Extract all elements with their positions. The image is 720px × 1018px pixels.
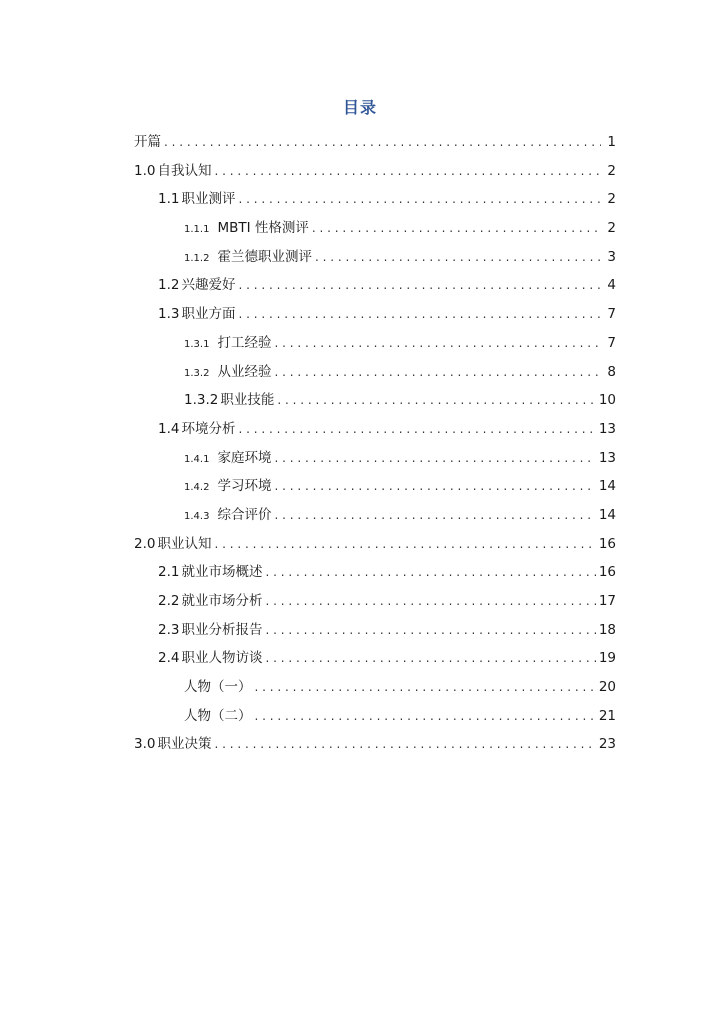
toc-entry-page-number: 23 — [598, 736, 616, 753]
toc-entry-number: 1.4 — [158, 420, 180, 437]
toc-dot-leader — [312, 214, 601, 243]
toc-entry-label: 人物（二） — [184, 707, 252, 724]
toc-entry-number: 1.4.2 — [184, 482, 210, 494]
toc-entry[interactable] — [134, 415, 616, 444]
toc-entry-number: 1.3 — [158, 306, 180, 323]
toc-entry-number: 2.0 — [134, 535, 156, 552]
toc-entry-label: 综合评价 — [217, 506, 272, 523]
toc-entry[interactable] — [134, 185, 616, 214]
toc-dot-leader — [265, 558, 595, 587]
toc-entry-page-number: 16 — [598, 535, 616, 552]
toc-title: 目录 — [342, 98, 377, 117]
toc-dot-leader — [238, 300, 601, 329]
toc-entry-label: 职业人物访谈 — [181, 650, 263, 667]
toc-entry-page-number: 13 — [598, 449, 616, 466]
toc-entry-number: 2.2 — [158, 593, 180, 609]
toc-entry[interactable] — [134, 128, 616, 157]
toc-entry[interactable] — [134, 157, 616, 186]
toc-dot-leader — [274, 501, 595, 530]
toc-entry-label: MBTI 性格测评 — [217, 220, 309, 237]
toc-dot-leader — [274, 444, 595, 473]
toc-entry[interactable] — [134, 730, 616, 759]
toc-entry-number: 1.1.2 — [184, 252, 210, 264]
toc-entry[interactable] — [134, 243, 616, 272]
toc-entry-page-number: 7 — [607, 306, 616, 323]
toc-entry-number: 2.4 — [158, 650, 180, 667]
toc-entry-page-number: 4 — [607, 277, 616, 294]
toc-entry-page-number: 2 — [607, 220, 616, 237]
toc-entry-label: 职业决策 — [157, 736, 212, 753]
toc-entry-page-number: 19 — [598, 650, 616, 667]
toc-entry-page-number: 14 — [598, 478, 616, 495]
toc-dot-leader — [214, 157, 601, 186]
toc-dot-leader — [214, 530, 595, 559]
toc-entry-number: 1.2 — [158, 277, 180, 294]
toc-dot-leader — [238, 415, 595, 444]
toc-entry-page-number: 14 — [598, 506, 616, 523]
toc-entry-number: 3.0 — [134, 736, 156, 753]
toc-entry-label: 职业技能 — [220, 392, 275, 409]
toc-dot-leader — [265, 587, 595, 616]
toc-entry[interactable] — [134, 587, 616, 616]
toc-entry[interactable] — [134, 214, 616, 243]
toc-entry[interactable] — [134, 673, 616, 702]
toc-entry-label: 职业认知 — [157, 535, 212, 552]
toc-entry-page-number: 8 — [607, 363, 616, 380]
toc-dot-leader — [315, 243, 601, 272]
toc-entry[interactable] — [134, 444, 616, 473]
toc-entry[interactable] — [134, 472, 616, 501]
toc-entry-number: 1.1 — [158, 191, 180, 208]
toc-entry-number: 1.3.2 — [184, 392, 219, 409]
table-of-contents — [134, 128, 616, 759]
toc-entry-label: 自我认知 — [157, 162, 212, 179]
toc-entry-page-number: 1 — [607, 134, 616, 150]
toc-entry[interactable] — [134, 386, 616, 415]
toc-entry-label: 兴趣爱好 — [181, 277, 236, 294]
toc-entry-number: 1.3.2 — [184, 367, 210, 379]
toc-entry-label: 就业市场概述 — [181, 564, 263, 581]
toc-entry-label: 家庭环境 — [217, 449, 272, 466]
toc-entry-page-number: 2 — [607, 191, 616, 208]
toc-dot-leader — [214, 730, 595, 759]
toc-dot-leader — [277, 386, 595, 415]
toc-entry[interactable] — [134, 358, 616, 387]
toc-entry-page-number: 10 — [598, 392, 616, 409]
toc-dot-leader — [274, 472, 595, 501]
toc-entry[interactable] — [134, 644, 616, 673]
toc-dot-leader — [274, 329, 601, 358]
toc-dot-leader — [255, 673, 596, 702]
toc-entry-number: 1.0 — [134, 162, 156, 179]
toc-entry-label: 学习环境 — [217, 478, 272, 495]
toc-entry-page-number: 20 — [598, 679, 616, 696]
toc-entry[interactable] — [134, 329, 616, 358]
toc-dot-leader — [238, 271, 601, 300]
toc-entry-page-number: 7 — [607, 334, 616, 351]
toc-entry[interactable] — [134, 300, 616, 329]
toc-entry[interactable] — [134, 271, 616, 300]
toc-dot-leader — [265, 616, 595, 645]
toc-entry-label: 环境分析 — [181, 420, 236, 437]
toc-entry-label: 打工经验 — [217, 334, 272, 351]
toc-entry-page-number: 13 — [598, 420, 616, 437]
toc-dot-leader — [164, 128, 601, 157]
toc-entry-label: 人物（一） — [184, 679, 252, 696]
toc-entry[interactable] — [134, 616, 616, 645]
toc-entry-number: 2.1 — [158, 564, 180, 581]
toc-entry-page-number: 21 — [598, 707, 616, 724]
toc-entry-label: 就业市场分析 — [181, 593, 263, 609]
toc-entry[interactable] — [134, 530, 616, 559]
toc-entry-number: 1.4.3 — [184, 510, 210, 522]
toc-entry-label: 职业测评 — [181, 191, 236, 208]
toc-entry-page-number: 16 — [598, 564, 616, 581]
toc-entry-number: 2.3 — [158, 621, 180, 638]
toc-entry-page-number: 18 — [598, 621, 616, 638]
toc-dot-leader — [238, 185, 601, 214]
toc-entry[interactable] — [134, 501, 616, 530]
toc-entry-label: 职业分析报告 — [181, 621, 263, 638]
toc-entry-label: 从业经验 — [217, 363, 272, 380]
toc-entry[interactable] — [134, 558, 616, 587]
toc-entry-label: 霍兰德职业测评 — [217, 248, 312, 265]
toc-entry-page-number: 17 — [598, 593, 616, 609]
toc-entry-label: 开篇 — [134, 134, 161, 150]
toc-entry[interactable] — [134, 702, 616, 731]
toc-dot-leader — [255, 702, 596, 731]
toc-entry-page-number: 2 — [607, 162, 616, 179]
toc-entry-page-number: 3 — [607, 248, 616, 265]
toc-entry-number: 1.1.1 — [184, 224, 210, 236]
toc-dot-leader — [274, 358, 601, 387]
toc-entry-label: 职业方面 — [181, 306, 236, 323]
toc-entry-number: 1.3.1 — [184, 338, 210, 350]
toc-entry-number: 1.4.1 — [184, 453, 210, 465]
toc-dot-leader — [265, 644, 595, 673]
